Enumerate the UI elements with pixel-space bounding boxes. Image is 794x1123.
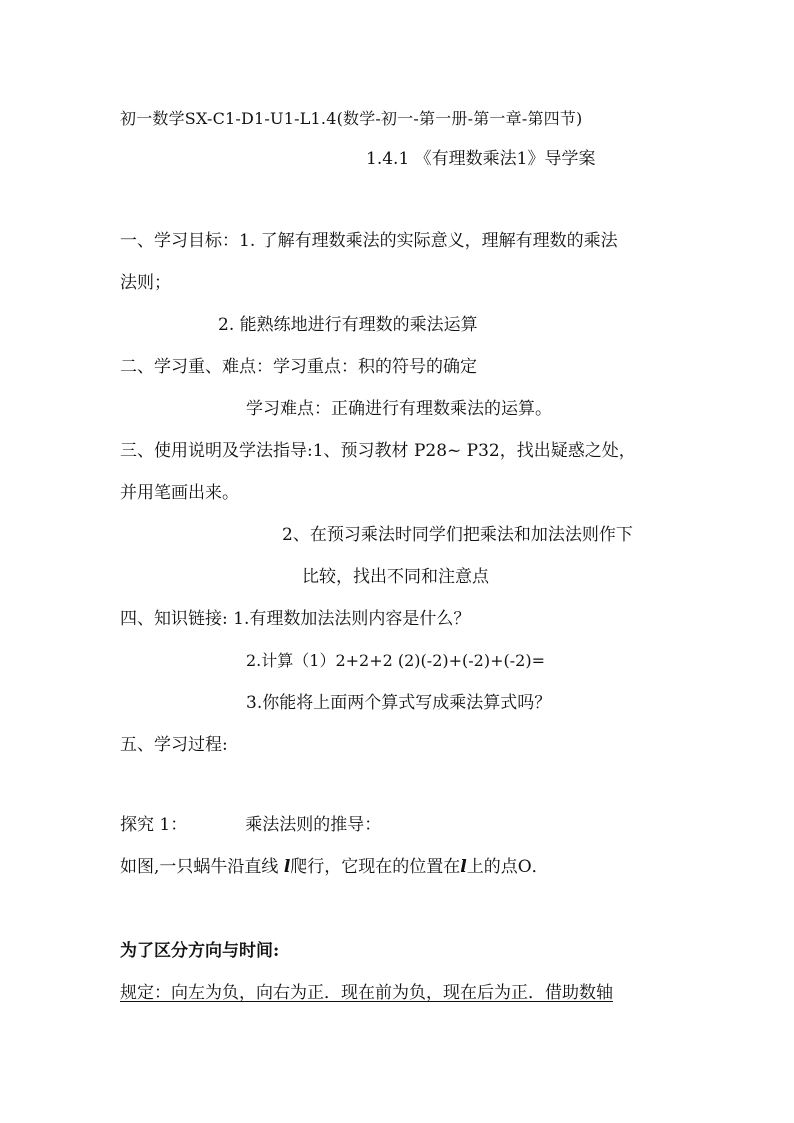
- knowledge-link-line-2: 2.计算（1）2+2+2 (2)(-2)+(-2)+(-2)=: [246, 651, 545, 670]
- objectives-line-2: 法则；: [120, 273, 171, 293]
- document-title: 初一数学SX-C1-D1-U1-L1.4(数学-初一-第一册-第一章-第四节): [120, 109, 583, 128]
- snail-text-c: 上的点O．: [466, 857, 549, 877]
- snail-text-a: 如图,一只蜗牛沿直线: [120, 857, 284, 877]
- instructions-line-2: 并用笔画出来。: [120, 483, 239, 503]
- line-l-symbol: l: [283, 857, 291, 877]
- objectives-line-1: 一、学习目标：1. 了解有理数乘法的实际意义，理解有理数的乘法: [120, 231, 618, 251]
- keypoints-line-2: 学习难点：正确进行有理数乘法的运算。: [246, 399, 552, 419]
- instructions-line-4: 比较，找出不同和注意点: [302, 567, 489, 587]
- explore-heading: [120, 814, 381, 836]
- lesson-title: 1.4.1 《有理数乘法1》导学案: [366, 149, 596, 169]
- direction-heading: 为了区分方向与时间:: [120, 941, 280, 961]
- knowledge-link-line-1: 四、知识链接: 1.有理数加法法则内容是什么？: [120, 609, 471, 629]
- snail-sentence: [120, 856, 549, 878]
- explore-title: 乘法法则的推导：: [245, 815, 382, 835]
- instructions-line-3: 2、在预习乘法时同学们把乘法和加法法则作下: [282, 525, 633, 545]
- learning-process-heading: 五、学习过程:: [120, 735, 228, 755]
- knowledge-link-line-3: 3.你能将上面两个算式写成乘法算式吗？: [246, 693, 552, 713]
- line-l-symbol-2: l: [460, 857, 467, 877]
- keypoints-line-1: 二、学习重、难点：学习重点：积的符号的确定: [120, 357, 477, 377]
- direction-rule: 规定：向左为负，向右为正．现在前为负，现在后为正．借助数轴: [120, 983, 613, 1003]
- explore-label: 探究 1：: [120, 815, 188, 835]
- objectives-line-3: 2. 能熟练地进行有理数的乘法运算: [218, 315, 478, 335]
- snail-text-b: 爬行，它现在的位置在: [290, 857, 461, 877]
- instructions-line-1: 三、使用说明及学法指导:1、预习教材 P28~ P32，找出疑惑之处，: [120, 441, 636, 461]
